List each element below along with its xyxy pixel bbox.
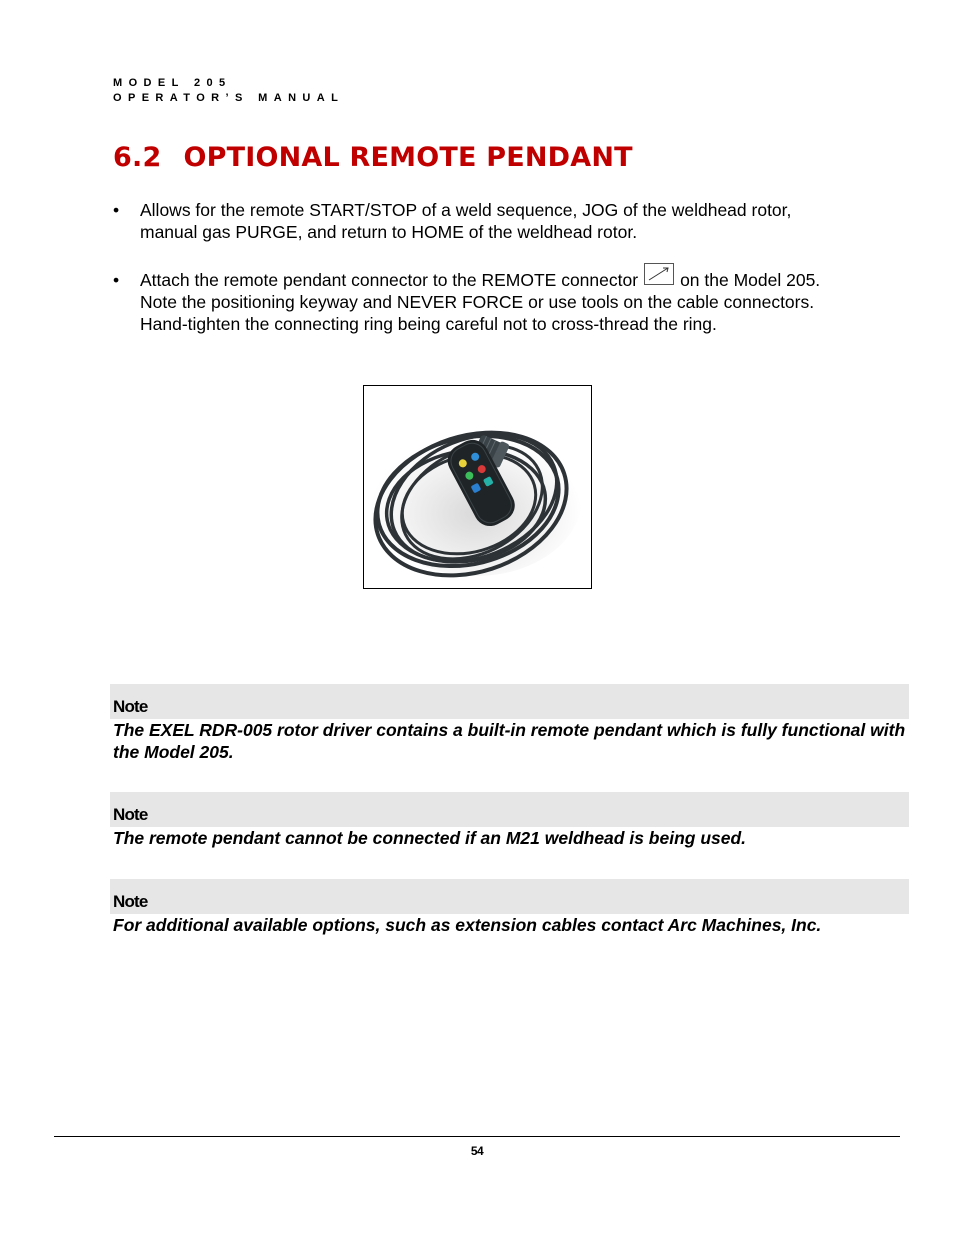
note-block (110, 792, 909, 849)
bullet-text-continued: on the Model 205. Note the positioning keyway and NEVER FORCE or use tools on the cable connectors. Hand-tighten the connecting ring being careful not to cross-thread the ring. (140, 270, 821, 334)
note-text: The EXEL RDR-005 rotor driver contains a built-in remote pendant which is fully functional with the Model 205. (113, 720, 906, 762)
header-manual: OPERATOR’S MANUAL (113, 92, 345, 104)
remote-pendant-photo (364, 386, 591, 588)
note-block (110, 684, 909, 763)
footer-rule (54, 1136, 900, 1137)
bullet-item (113, 199, 853, 243)
note-label: Note (113, 892, 148, 911)
remote-connector-icon (644, 263, 674, 285)
bullet-item (113, 269, 853, 335)
section-title (113, 142, 633, 173)
remote-pendant-figure (363, 385, 592, 589)
note-header-bar (110, 792, 909, 827)
note-label: Note (113, 805, 148, 824)
note-label: Note (113, 697, 148, 716)
section-number: 6.2 (113, 142, 162, 173)
note-text: For additional available options, such as extension cables contact Arc Machines, Inc. (113, 915, 822, 935)
note-text: The remote pendant cannot be connected if an M21 weldhead is being used. (113, 828, 747, 848)
bullet-symbol: • (113, 270, 120, 290)
section-title-text: OPTIONAL REMOTE PENDANT (183, 142, 633, 173)
bullet-list (113, 199, 853, 361)
bullet-symbol: • (113, 200, 120, 220)
running-header (113, 76, 344, 106)
header-model: MODEL 205 (113, 77, 232, 89)
bullet-text: Attach the remote pendant connector to the REMOTE connector (140, 270, 639, 290)
note-block (110, 879, 909, 936)
bullet-text: Allows for the remote START/STOP of a weld sequence, JOG of the weldhead rotor, manual gas PURGE, and return to HOME of the weldhead rotor. (140, 200, 792, 242)
page-number: 54 (470, 1144, 484, 1158)
note-header-bar (110, 684, 909, 719)
note-header-bar (110, 879, 909, 914)
